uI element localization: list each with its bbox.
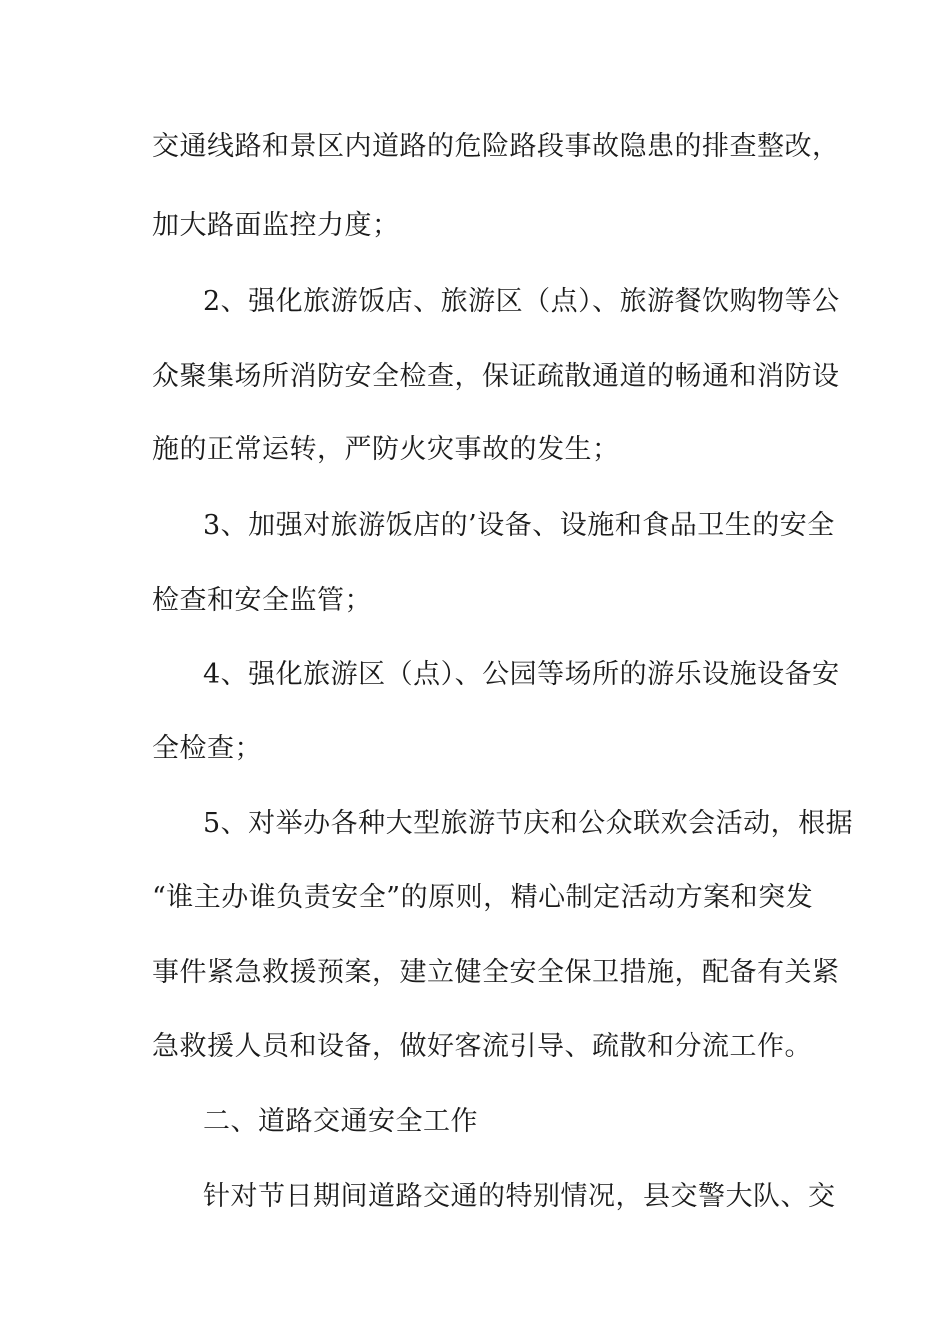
text-line-10: 5、对举办各种大型旅游节庆和公众联欢会活动，根据 (203, 808, 854, 839)
section-heading: 二、道路交通安全工作 (203, 1106, 478, 1137)
text-line-5: 施的正常运转，严防火灾事故的发生； (152, 434, 620, 465)
text-line-11: “谁主办谁负责安全”的原则，精心制定活动方案和突发 (152, 882, 814, 913)
text-line-1: 交通线路和景区内道路的危险路段事故隐患的排查整改， (152, 131, 840, 162)
text-line-6: 3、加强对旅游饭店的’设备、设施和食品卫生的安全 (203, 510, 835, 541)
text-line-9: 全检查； (152, 733, 262, 764)
text-line-2: 加大路面监控力度； (152, 210, 400, 241)
text-line-12: 事件紧急救援预案，建立健全安全保卫措施，配备有关紧 (152, 957, 840, 988)
text-line-15: 针对节日期间道路交通的特别情况，县交警大队、交 (203, 1181, 836, 1212)
text-line-13: 急救援人员和设备，做好客流引导、疏散和分流工作。 (152, 1031, 812, 1062)
text-line-4: 众聚集场所消防安全检查，保证疏散通道的畅通和消防设 (152, 361, 840, 392)
text-line-3: 2、强化旅游饭店、旅游区（点）、旅游餐饮购物等公 (203, 286, 840, 317)
text-line-7: 检查和安全监管； (152, 585, 372, 616)
text-line-8: 4、强化旅游区（点）、公园等场所的游乐设施设备安 (203, 659, 840, 690)
